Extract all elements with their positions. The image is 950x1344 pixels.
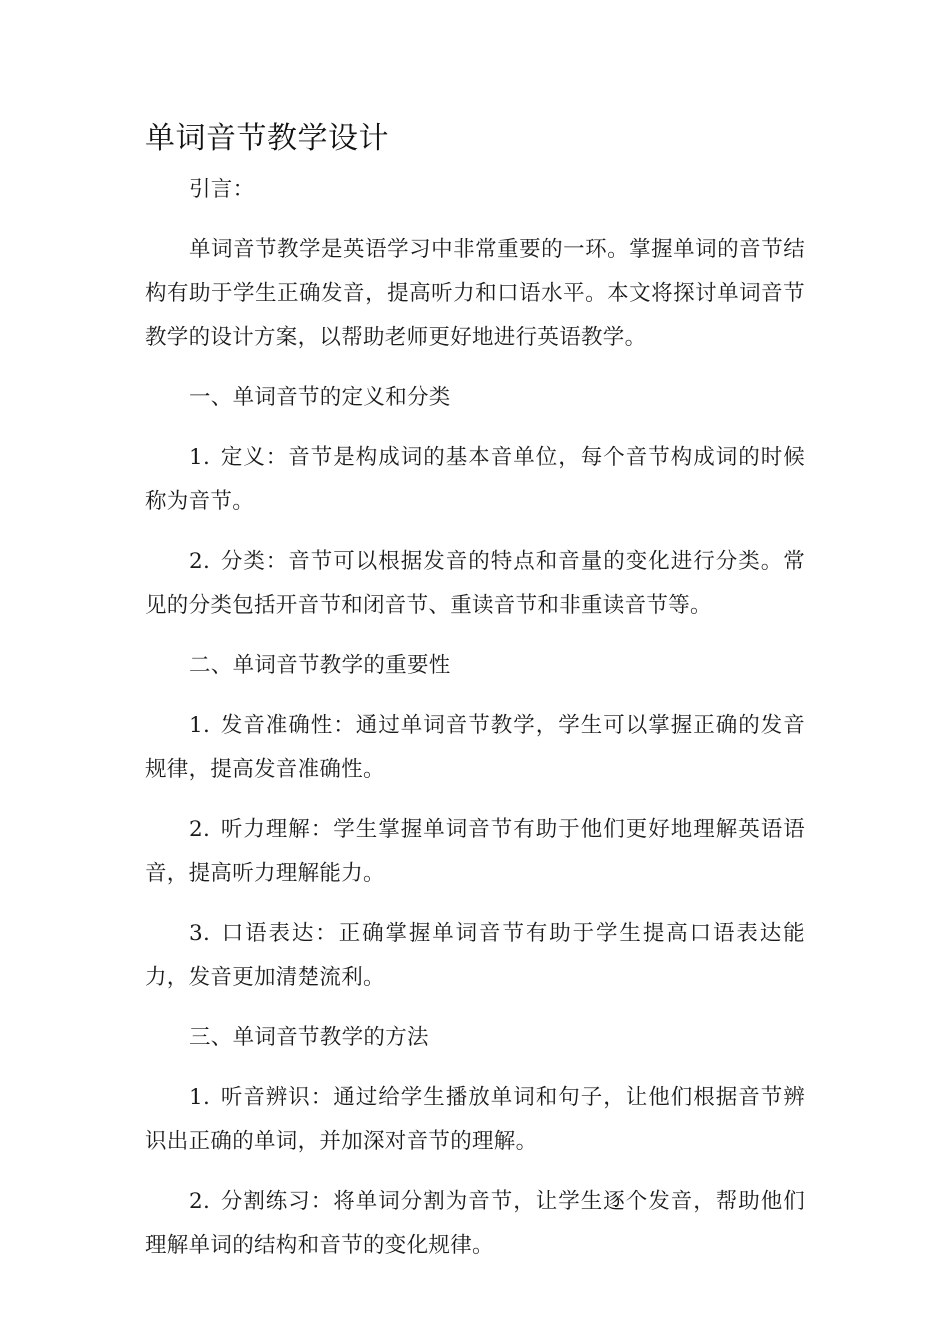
list-item-text: 分类：音节可以根据发音的特点和音量的变化进行分类。常见的分类包括开音节和闭音节、重读音节和非重读音节等。 [145,549,805,618]
list-item-number: 1. [189,1085,211,1110]
list-item [145,1076,805,1164]
document-body [145,168,805,1284]
list-item-number: 1. [189,445,211,470]
list-item [145,808,805,896]
list-item-number: 2. [189,817,211,842]
list-item [145,704,805,792]
intro-label: 引言： [189,177,255,202]
intro-paragraph: 单词音节教学是英语学习中非常重要的一环。掌握单词的音节结构有助于学生正确发音，提高听力和口语水平。本文将探讨单词音节教学的设计方案，以帮助老师更好地进行英语教学。 [145,237,805,350]
list-item [145,912,805,1000]
list-item-number: 2. [189,549,211,574]
list-item-text: 定义：音节是构成词的基本音单位，每个音节构成词的时候称为音节。 [145,445,805,514]
list-item-text: 发音准确性：通过单词音节教学，学生可以掌握正确的发音规律，提高发音准确性。 [145,713,805,782]
list-item [145,436,805,524]
section-heading-2: 二、单词音节教学的重要性 [189,653,451,678]
list-item-number: 3. [189,921,211,946]
section-heading-1: 一、单词音节的定义和分类 [189,385,451,410]
document-title: 单词音节教学设计 [145,121,389,156]
section-heading-3: 三、单词音节教学的方法 [189,1025,429,1050]
list-item [145,540,805,628]
list-item-text: 听音辨识：通过给学生播放单词和句子，让他们根据音节辨识出正确的单词，并加深对音节的理解。 [145,1085,805,1154]
list-item [145,1180,805,1268]
list-item-text: 分割练习：将单词分割为音节，让学生逐个发音，帮助他们理解单词的结构和音节的变化规律。 [145,1189,805,1258]
list-item-text: 听力理解：学生掌握单词音节有助于他们更好地理解英语语音，提高听力理解能力。 [145,817,805,886]
list-item-number: 2. [189,1189,211,1214]
list-item-number: 1. [189,713,211,738]
list-item-text: 口语表达：正确掌握单词音节有助于学生提高口语表达能力，发音更加清楚流利。 [145,921,805,990]
